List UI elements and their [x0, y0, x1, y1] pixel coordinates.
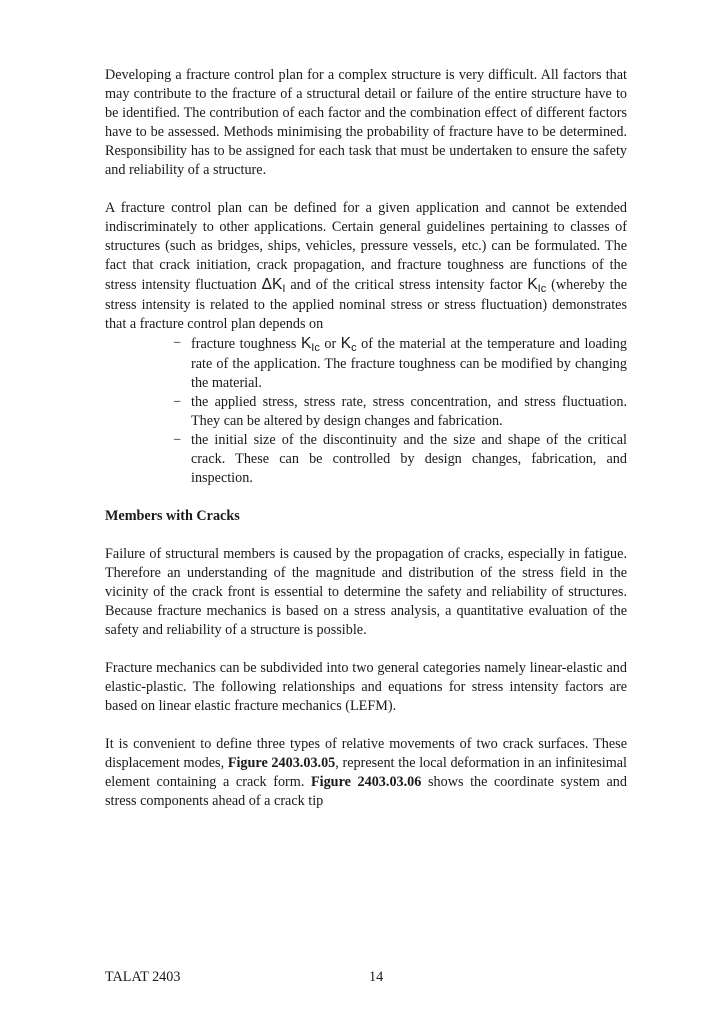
spacer: [105, 640, 627, 659]
delta-k-subscript: I: [282, 283, 286, 295]
dash-bullet: −: [173, 432, 182, 448]
paragraph-text: It is convenient to define three types of relative movements of two crack surfaces. These displacement modes,: [105, 736, 627, 771]
list-item-text: fracture toughness: [191, 336, 301, 352]
paragraph-members-with-cracks: Failure of structural members is caused by the propagation of cracks, especially in fatigue. Therefore an understanding of the magnitude and distribution of the stress field in the vicinity of the crack front is essential to determine the safety and reliability of structures. Because fracture mechanics is based on a stress analysis, a quantitative evaluation of the safety and reliability of a structure is possible.: [105, 546, 627, 638]
spacer: [105, 488, 627, 507]
list-item: [173, 431, 627, 488]
paragraph-fracture-control-difficulty: Developing a fracture control plan for a complex structure is very difficult. All factors that may contribute to the fracture of a structural detail or failure of the entire structure have to be identified. The contribution of each factor and the combination effect of different factors have to be assessed. Methods minimising the probability of fracture have to be determined. Responsibility has to be assigned for each task that must be undertaken to ensure the safety and reliability of a structure.: [105, 67, 627, 178]
delta-k-symbol: ΔK: [261, 276, 283, 293]
section-heading: Members with Cracks: [105, 508, 240, 524]
k-c-symbol: K: [340, 335, 352, 352]
dash-bullet: −: [173, 394, 182, 410]
k-ic-subscript: Ic: [537, 283, 547, 295]
dependency-list: [105, 334, 627, 488]
document-id: TALAT 2403: [105, 969, 181, 985]
list-item-text: the applied stress, stress rate, stress concentration, and stress fluctuation. They can be altered by design changes and fabrication.: [191, 394, 627, 429]
list-item-text: of the material at the temperature and loading rate of the application. The fracture toughness can be modified by changing the material.: [191, 336, 627, 391]
paragraph-displacement-modes: [105, 735, 627, 811]
dash-bullet: −: [173, 335, 182, 351]
paragraph-text: , represent the local deformation in an infinitesimal element containing a crack form.: [105, 755, 627, 790]
k-ic-symbol: K: [527, 276, 538, 293]
page-number: 14: [369, 969, 384, 985]
k-c-subscript: c: [351, 342, 357, 354]
figure-reference: Figure 2403.03.05: [227, 755, 336, 771]
list-item-text: or: [319, 336, 341, 352]
list-item: [173, 393, 627, 431]
spacer: [105, 526, 627, 545]
figure-reference: Figure 2403.03.06: [310, 774, 422, 790]
paragraph-fracture-mechanics-categories: Fracture mechanics can be subdivided into two general categories namely linear-elastic and elastic-plastic. The following relationships and equations for stress intensity factors are based on linear elastic fracture mechanics (LEFM).: [105, 660, 627, 714]
spacer: [105, 180, 627, 199]
k-ic-symbol: K: [300, 335, 312, 352]
list-item-text: the initial size of the discontinuity and the size and shape of the critical crack. These can be controlled by design changes, fabrication, and inspection.: [191, 432, 627, 486]
spacer: [105, 716, 627, 735]
paragraph-fracture-control-plan: [105, 199, 627, 334]
k-ic-subscript: Ic: [311, 342, 320, 354]
paragraph-text: and of the critical stress intensity factor: [285, 277, 528, 293]
paragraph-text: A fracture control plan can be defined for a given application and cannot be extended indiscriminately to other applications. Certain general guidelines pertaining to classes of structures (such as bridges, ships, vehicles, pressure vessels, etc.) can be formulated. The fact that crack initiation, crack propagation, and fracture toughness are functions of the stress intensity fluctuation: [105, 200, 627, 293]
paragraph-text: shows the coordinate system and stress components ahead of a crack tip: [105, 774, 627, 809]
list-item: [173, 334, 627, 393]
paragraph-text: (whereby the stress intensity is related to the applied nominal stress or stress fluctuation) demonstrates that a fracture control plan depends on: [105, 277, 627, 332]
document-body: [105, 66, 627, 811]
